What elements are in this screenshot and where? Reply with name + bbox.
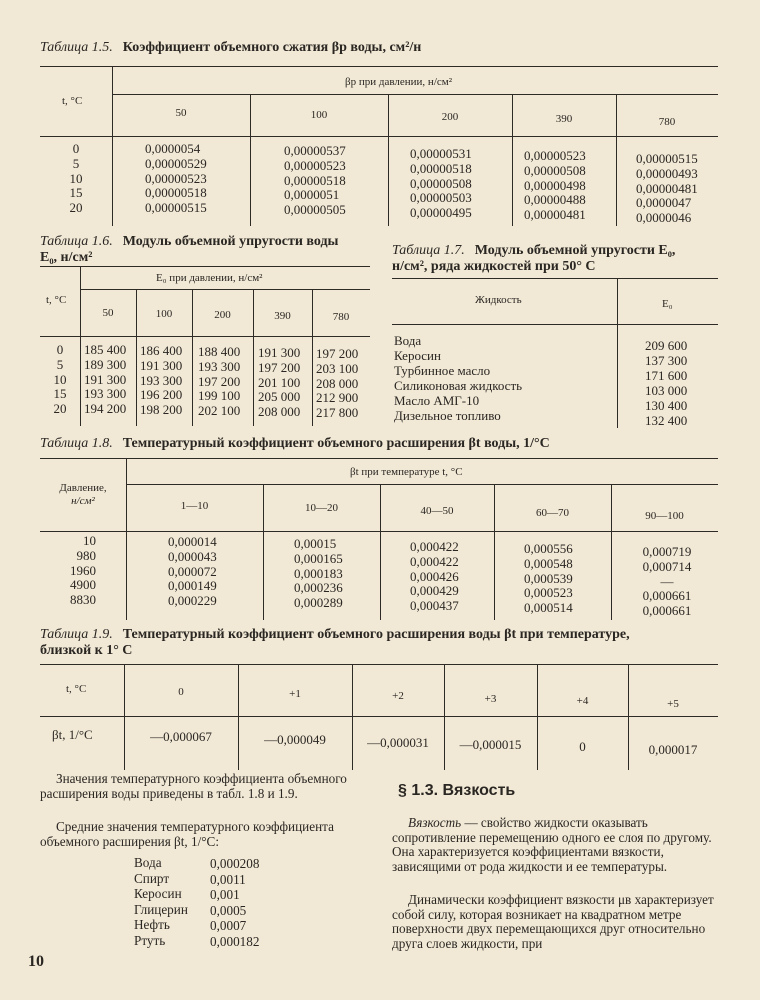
value-column: 0,000014 0,000043 0,000072 0,000149 0,000229 <box>168 534 217 609</box>
rule <box>617 278 618 428</box>
rule <box>112 94 718 95</box>
coef-value: 0,000017 <box>648 742 698 757</box>
paragraph-text: — свойство жидкости оказывать сопротивление перемещению одного ее слоя по другому. Она характеризуется коэффициентами вязкости, зависящими от рода жидкости и ее температуры. <box>392 815 712 874</box>
value-column: 0,00015 0,000165 0,000183 0,000236 0,000289 <box>294 536 343 611</box>
rule <box>444 664 445 770</box>
pressure-header: 200 <box>441 111 459 123</box>
rule <box>126 458 127 620</box>
paragraph: Динамически коэффициент вязкости μв характеризует собой силу, которая возникает на квадратном метре поверхности двух перемещающихся друг относительно друга слоев жидкости, при <box>392 892 714 951</box>
rule <box>40 458 718 459</box>
table-1-7-caption <box>392 243 675 259</box>
modulus-values: 209 600 137 300 171 600 103 000 130 400 132 400 <box>645 338 688 428</box>
coef-value: —0,000031 <box>367 735 429 750</box>
table-title: Температурный коэффициент объемного расширения воды βt при температуре, <box>122 627 630 642</box>
row-header: βt, 1/°C <box>52 727 93 742</box>
value-column: 0,00000537 0,00000523 0,00000518 0,0000051 0,00000505 <box>284 143 346 218</box>
pressure-header: 390 <box>555 113 573 125</box>
liquid-list: Вода Керосин Турбинное масло Силиконовая жидкость Масло АМГ-10 Дизельное топливо <box>394 333 523 423</box>
group-header: E₀ при давлении, н/см² <box>156 272 263 284</box>
rule <box>126 484 718 485</box>
row-header: t, °C <box>62 95 83 107</box>
table-title: Модуль объемной упругости E₀, <box>474 243 676 258</box>
page-number: 10 <box>28 953 44 970</box>
table-title: Коэффициент объемного сжатия βp воды, см²/н <box>122 40 422 55</box>
rule <box>616 94 617 226</box>
table-1-8-caption <box>40 436 550 452</box>
value-column: 197 200 203 100 208 000 212 900 217 800 <box>316 346 359 421</box>
rule <box>40 266 370 267</box>
table-label: Таблица 1.6. <box>40 234 113 249</box>
rule <box>112 66 113 226</box>
table-label: Таблица 1.9. <box>40 627 113 642</box>
coef-value: —0,000015 <box>459 737 522 752</box>
table-1-5-caption <box>40 40 421 56</box>
row-header: t, °C <box>66 683 87 695</box>
rule <box>40 716 718 717</box>
pressure-header: 50 <box>102 307 114 319</box>
row-header-unit: н/см² <box>71 495 95 507</box>
rule <box>611 484 612 620</box>
pressure-header: 390 <box>274 310 291 322</box>
rule <box>124 664 125 770</box>
value-column: 191 300 197 200 201 100 205 000 208 000 <box>258 345 301 420</box>
value-column: 0,00000515 0,00000493 0,00000481 0,0000047 0,0000046 <box>636 151 698 226</box>
row-header: Давление, <box>59 482 107 494</box>
liquid-header: Жидкость <box>475 294 522 306</box>
value-column: 188 400 193 300 197 200 199 100 202 100 <box>198 344 241 419</box>
table-label: Таблица 1.8. <box>40 436 113 451</box>
rule <box>80 289 370 290</box>
coef-value: —0,000067 <box>150 729 212 744</box>
value-column: 0,00000523 0,00000508 0,00000498 0,00000488 0,00000481 <box>524 148 586 223</box>
value-column: 186 400 191 300 193 300 196 200 198 200 <box>140 343 183 418</box>
group-header: βt при температуре t, °C <box>350 466 463 478</box>
table-title: Модуль объемной упругости воды <box>122 234 339 249</box>
table-1-6-caption <box>40 234 338 250</box>
value-column: 0,0000054 0,00000529 0,00000523 0,00000518 0,00000515 <box>145 141 207 216</box>
table-1-6-caption-line2: E₀, н/см² <box>40 250 93 265</box>
rule <box>494 484 495 620</box>
pressure-header: 780 <box>332 311 350 323</box>
table-1-9-caption-line2: близкой к 1° C <box>40 643 133 658</box>
value-column: 0,000719 0,000714 — 0,000661 0,000661 <box>642 544 692 619</box>
table-1-9-caption <box>40 627 630 643</box>
section-heading: § 1.3. Вязкость <box>398 782 516 799</box>
pressure-header: 200 <box>214 309 231 321</box>
rule <box>312 289 313 426</box>
temp-header: +1 <box>289 688 301 700</box>
value-column: 0,00000531 0,00000518 0,00000508 0,00000503 0,00000495 <box>410 146 472 221</box>
substance-list: Вода Спирт Керосин Глицерин Нефть Ртуть <box>134 855 188 948</box>
value-column: 0,000556 0,000548 0,000539 0,000523 0,000514 <box>524 541 573 616</box>
paragraph: Значения температурного коэффициента объемного расширения воды приведены в табл. 1.8 и 1.9. <box>40 771 347 801</box>
defined-term: Вязкость <box>408 815 462 830</box>
rule <box>80 266 81 426</box>
paragraph <box>392 816 718 874</box>
temp-header: 0 <box>178 686 184 698</box>
temp-column: 0 5 10 15 20 <box>53 342 67 417</box>
paragraph: Средние значения температурного коэффициента объемного расширения βt, 1/°C: <box>40 819 334 849</box>
temp-header: +3 <box>484 693 497 705</box>
coefficient-list: 0,000208 0,0011 0,001 0,0005 0,0007 0,000182 <box>210 856 260 949</box>
modulus-header: E₀ <box>662 298 673 310</box>
pressure-header: 780 <box>658 116 676 128</box>
table-title: Температурный коэффициент объемного расширения βt воды, 1/°C <box>122 436 550 451</box>
row-header: t, °C <box>46 294 67 306</box>
pressure-header: 100 <box>155 308 173 320</box>
rule <box>40 664 718 665</box>
rule <box>352 664 353 770</box>
pressure-header: 100 <box>310 109 328 121</box>
value-column: 185 400 189 300 191 300 193 300 194 200 <box>84 342 127 417</box>
group-header: βp при давлении, н/см² <box>345 76 453 88</box>
temp-header: +5 <box>667 698 679 710</box>
range-header: 60—70 <box>536 507 569 519</box>
coef-value: 0 <box>579 739 586 754</box>
rule <box>392 278 718 279</box>
temp-header: +4 <box>576 695 589 707</box>
range-header: 1—10 <box>180 500 209 512</box>
table-label: Таблица 1.5. <box>40 40 113 55</box>
coef-value: —0,000049 <box>264 732 326 747</box>
temp-header: +2 <box>392 690 404 702</box>
temp-column: 0 5 10 15 20 <box>69 141 83 216</box>
rule <box>40 66 718 67</box>
rule <box>40 336 370 337</box>
pressure-column: 10 980 1960 4900 8830 <box>70 533 96 608</box>
value-column: 0,000422 0,000422 0,000426 0,000429 0,000437 <box>410 539 459 614</box>
range-header: 90—100 <box>645 510 684 522</box>
range-header: 40—50 <box>420 505 454 517</box>
range-header: 10—20 <box>305 502 338 514</box>
rule <box>238 664 239 770</box>
rule <box>40 531 718 532</box>
pressure-header: 50 <box>175 107 187 119</box>
table-1-7-caption-line2: н/см², ряда жидкостей при 50° C <box>392 259 596 274</box>
rule <box>392 324 718 325</box>
table-label: Таблица 1.7. <box>392 243 465 258</box>
